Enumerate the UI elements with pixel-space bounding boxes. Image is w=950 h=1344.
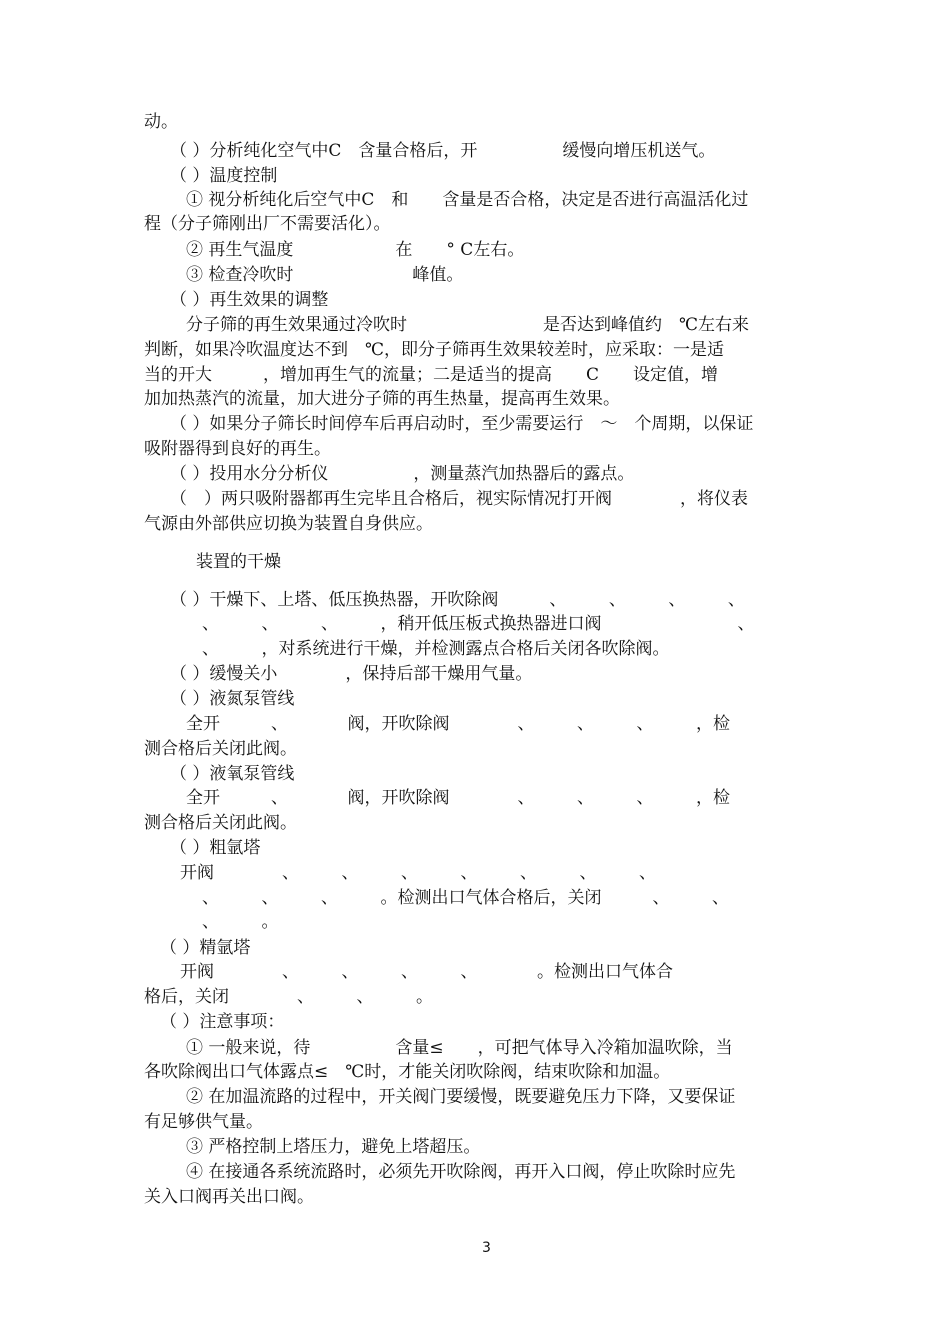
text-line: 测合格后关闭此阀。 <box>144 739 297 759</box>
text-line: （ ）如果分子筛长时间停车后再启动时，至少需要运行 ～ 个周期，以保证 <box>170 414 754 434</box>
text-line: 开阀 、 、 、 、 、 、 、 <box>180 863 656 883</box>
text-line: 格后，关闭 、 、 。 <box>144 987 433 1007</box>
text-line: 程（分子筛刚出厂不需要活化）。 <box>144 214 391 234</box>
text-line: ② 在加温流路的过程中，开关阀门要缓慢，既要避免压力下降，又要保证 <box>186 1087 736 1107</box>
text-line: 有足够供气量。 <box>144 1112 263 1132</box>
text-line: 动。 <box>144 112 178 132</box>
text-line: ③ 检查冷吹时 峰值。 <box>186 265 464 285</box>
text-line: （ ）精氩塔 <box>160 938 251 958</box>
text-line: （ ）两只吸附器都再生完毕且合格后，视实际情况打开阀 ，将仪表 <box>170 489 748 509</box>
page-number: 3 <box>482 1240 491 1256</box>
text-line: （ ）再生效果的调整 <box>170 290 329 310</box>
text-line: 分子筛的再生效果通过冷吹时 是否达到峰值约 ℃左右来 <box>186 315 750 335</box>
text-line: ② 再生气温度 在 ° C左右。 <box>186 240 525 260</box>
text-line: 开阀 、 、 、 、 。检测出口气体合 <box>180 962 673 982</box>
text-line: 、 ，对系统进行干燥，并检测露点合格后关闭各吹除阀。 <box>202 639 670 659</box>
text-line: ④ 在接通各系统流路时，必须先开吹除阀，再开入口阀，停止吹除时应先 <box>186 1162 736 1182</box>
text-line: 、 、 、 ，稍开低压板式换热器进口阀 、 <box>202 614 755 634</box>
text-line: 吸附器得到良好的再生。 <box>144 439 331 459</box>
text-line: ① 视分析纯化后空气中C 和 含量是否合格，决定是否进行高温活化过 <box>186 190 749 210</box>
text-line: （ ）投用水分分析仪 ，测量蒸汽加热器后的露点。 <box>170 464 635 484</box>
text-line: （ ）注意事项： <box>160 1012 285 1032</box>
text-line: 测合格后关闭此阀。 <box>144 813 297 833</box>
text-line: ③ 严格控制上塔压力，避免上塔超压。 <box>186 1137 481 1157</box>
text-line: 全开 、 阀，开吹除阀 、 、 、 ，检 <box>186 714 730 734</box>
text-line: 、 。 <box>202 912 279 932</box>
section-heading: 装置的干燥 <box>196 552 281 572</box>
text-line: 全开 、 阀，开吹除阀 、 、 、 ，检 <box>186 788 730 808</box>
text-line: （ ）粗氩塔 <box>170 838 261 858</box>
text-line: （ ）干燥下、上塔、低压换热器，开吹除阀 、 、 、 、 <box>170 590 745 610</box>
text-line: 加加热蒸汽的流量，加大进分子筛的再生热量，提高再生效果。 <box>144 389 620 409</box>
text-line: （ ）液氧泵管线 <box>170 764 295 784</box>
text-line: ① 一般来说，待 含量≤ ，可把气体导入冷箱加温吹除，当 <box>186 1038 733 1058</box>
text-line: （ ）温度控制 <box>170 166 278 186</box>
text-line: 判断，如果冷吹温度达不到 ℃，即分子筛再生效果较差时，应采取：一是适 <box>144 340 725 360</box>
text-line: 当的开大 ，增加再生气的流量；二是适当的提高 C 设定值，增 <box>144 365 719 385</box>
text-line: （ ）液氮泵管线 <box>170 689 295 709</box>
text-line: （ ）分析纯化空气中C 含量合格后，开 缓慢向增压机送气。 <box>170 141 716 161</box>
text-line: （ ）缓慢关小 ，保持后部干燥用气量。 <box>170 664 533 684</box>
text-line: 关入口阀再关出口阀。 <box>144 1187 314 1207</box>
text-line: 气源由外部供应切换为装置自身供应。 <box>144 514 433 534</box>
text-line: 各吹除阀出口气体露点≤ ℃时，才能关闭吹除阀，结束吹除和加温。 <box>144 1062 671 1082</box>
text-line: 、 、 、 。检测出口气体合格后，关闭 、 、 <box>202 888 729 908</box>
